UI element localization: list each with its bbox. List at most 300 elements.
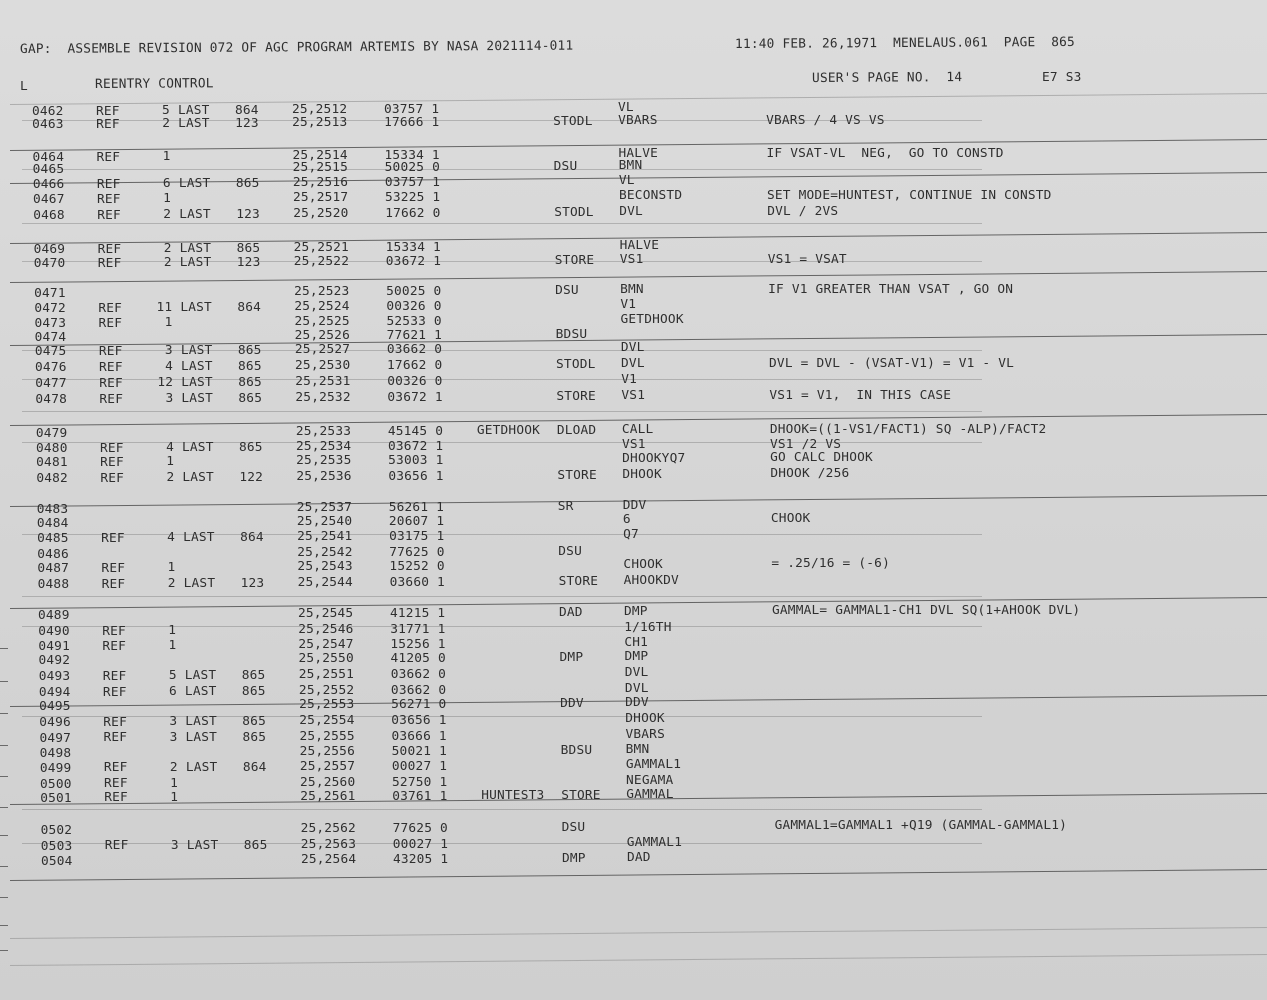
last-keyword: LAST (186, 837, 219, 853)
ruled-line (10, 954, 1267, 966)
ref-page: 123 (240, 575, 265, 591)
opcode: DDV (560, 695, 584, 711)
margin-tick (0, 745, 8, 746)
operand: VL (618, 173, 635, 189)
octal-code: 56261 1 (388, 499, 445, 515)
address: 25,2520 (293, 206, 349, 222)
margin-tick (0, 681, 8, 682)
octal-code: 77621 1 (386, 327, 442, 343)
ref-keyword: REF (96, 116, 120, 132)
opcode: STORE (554, 252, 595, 268)
users-page-number: USER'S PAGE NO. 14 (811, 70, 963, 86)
line-number: 0465 (32, 161, 65, 177)
octal-code: 00027 1 (392, 836, 449, 852)
operand: DVL (624, 665, 649, 681)
last-keyword: LAST (185, 714, 217, 729)
octal-code: 41205 0 (390, 650, 446, 666)
octal-code: 00027 1 (391, 758, 448, 774)
line-number: 0501 (40, 790, 72, 806)
address: 25,2540 (296, 514, 353, 530)
address: 25,2526 (294, 328, 350, 344)
ref-keyword: REF (102, 684, 127, 700)
last-keyword: LAST (181, 391, 214, 407)
line-number: 0493 (38, 668, 71, 684)
ref-count: 2 (169, 760, 178, 776)
page-code: E7 S3 (1042, 70, 1082, 85)
ref-keyword: REF (99, 440, 124, 456)
line-number: 0502 (40, 822, 73, 838)
address: 25,2551 (298, 667, 355, 683)
line-number: 0503 (40, 838, 73, 854)
ref-page: 865 (242, 729, 267, 745)
last-keyword: LAST (184, 684, 217, 699)
opcode: DAD (559, 604, 583, 620)
comment: = .25/16 = (-6) (771, 556, 890, 572)
ref-count: 6 (169, 684, 177, 700)
ref-keyword: REF (101, 576, 126, 592)
line-number: 0498 (39, 745, 72, 761)
last-keyword: LAST (183, 530, 215, 546)
ref-count: 4 (165, 359, 174, 375)
operand: HALVE (618, 146, 659, 162)
last-keyword: LAST (181, 359, 213, 375)
comment: DHOOK=((1-VS1/FACT1) SQ -ALP)/FACT2 (769, 421, 1047, 437)
ref-page: 865 (241, 683, 266, 699)
last-keyword: LAST (178, 116, 210, 132)
last-keyword: LAST (177, 103, 210, 119)
ref-keyword: REF (103, 714, 127, 730)
opcode: DSU (553, 158, 578, 174)
ref-page: 864 (240, 529, 264, 545)
opcode: DMP (559, 649, 584, 665)
ref-count: 1 (164, 315, 173, 331)
line-number: 0467 (33, 191, 65, 207)
octal-code: 00326 0 (387, 373, 443, 389)
ref-page: 122 (239, 469, 264, 485)
line-number: 0497 (39, 730, 72, 746)
address: 25,2521 (293, 240, 349, 256)
address: 25,2523 (294, 284, 350, 300)
ref-keyword: REF (96, 149, 121, 165)
comment: CHOOK (770, 511, 811, 527)
address: 25,2537 (296, 500, 353, 516)
ref-keyword: REF (96, 176, 121, 192)
operand: V1 (621, 372, 638, 388)
operand: DVL (619, 204, 643, 220)
octal-code: 15252 0 (389, 558, 445, 574)
ref-count: 1 (168, 638, 177, 654)
operand: Q7 (623, 527, 639, 543)
ruled-line (10, 927, 1267, 939)
ref-page: 865 (242, 713, 266, 729)
line-number: 0479 (35, 425, 68, 441)
label: HUNTEST3 (481, 788, 545, 804)
ref-keyword: REF (98, 343, 123, 359)
line-number: 0486 (37, 546, 69, 562)
ref-keyword: REF (99, 359, 123, 375)
ref-count: 3 (165, 391, 174, 407)
comment: VS1 = V1, IN THIS CASE (769, 387, 952, 403)
ref-count: 12 (157, 375, 174, 391)
ref-keyword: REF (103, 760, 128, 776)
line-number: 0487 (37, 560, 70, 576)
ref-keyword: REF (98, 300, 123, 316)
octal-code: 53225 1 (385, 189, 441, 205)
comment: IF V1 GREATER THAN VSAT , GO ON (768, 281, 1014, 297)
address: 25,2517 (293, 190, 349, 206)
opcode: STODL (554, 204, 594, 220)
address: 25,2534 (295, 439, 352, 455)
address: 25,2546 (298, 622, 354, 638)
operand: VS1 (621, 388, 646, 404)
line-number: 0466 (32, 176, 65, 192)
line-number: 0469 (33, 241, 66, 257)
opcode: DSU (555, 282, 579, 298)
line-number: 0473 (34, 315, 67, 331)
section-title: REENTRY CONTROL (94, 76, 214, 92)
octal-code: 03757 1 (384, 174, 441, 190)
line-number: 0480 (35, 440, 68, 456)
address: 25,2562 (300, 821, 356, 837)
ref-keyword: REF (99, 375, 123, 391)
ref-count: 5 (168, 668, 177, 684)
ref-page: 864 (234, 102, 259, 118)
address: 25,2533 (295, 424, 352, 440)
octal-code: 03672 1 (385, 253, 442, 269)
operand: GAMMAL1 (626, 835, 683, 851)
margin-tick (0, 776, 8, 777)
ref-page: 865 (238, 358, 262, 374)
octal-code: 03656 1 (391, 712, 447, 728)
line-number: 0490 (38, 623, 70, 639)
operand: CHOOK (623, 557, 663, 573)
ref-keyword: REF (97, 191, 121, 207)
address: 25,2554 (299, 713, 355, 729)
comment: GAMMAL1=GAMMAL1 +Q19 (GAMMAL-GAMMAL1) (774, 818, 1068, 834)
line-number: 0495 (39, 698, 71, 714)
comment: VBARS / 4 VS VS (766, 112, 885, 128)
header-title: GAP: ASSEMBLE REVISION 072 OF AGC PROGRAM ARTEMIS BY NASA 2021114-011 (19, 38, 574, 57)
ref-keyword: REF (97, 241, 122, 257)
comment: DHOOK /256 (770, 466, 850, 482)
comment: VS1 /2 VS (769, 436, 842, 452)
octal-code: 03672 1 (387, 438, 444, 454)
octal-code: 41215 1 (390, 605, 446, 621)
opcode: STORE (557, 467, 597, 483)
opcode: STODL (556, 356, 596, 372)
ref-keyword: REF (102, 668, 127, 684)
ref-page: 865 (235, 175, 260, 191)
operand: GAMMAL1 (625, 757, 682, 773)
operand: 1/16TH (624, 620, 672, 636)
comment: GAMMAL= GAMMAL1-CH1 DVL SQ(1+AHOOK DVL) (772, 603, 1081, 619)
operand: DVL (624, 681, 649, 697)
octal-code: 50025 0 (384, 159, 440, 175)
octal-code: 03175 1 (389, 528, 445, 544)
line-number: 0478 (35, 391, 68, 407)
line-number: 0492 (38, 652, 71, 668)
overprint-line (22, 596, 982, 597)
ref-count: 3 (169, 714, 178, 730)
ref-count: 1 (170, 776, 179, 792)
opcode: STORE (556, 388, 596, 404)
line-number: 0464 (32, 149, 65, 165)
line-number: 0463 (32, 116, 64, 132)
ref-count: 11 (156, 300, 173, 316)
address: 25,2544 (297, 575, 353, 591)
overprint-line (22, 223, 982, 224)
overprint-line (22, 809, 982, 810)
operand: BMN (625, 742, 650, 758)
margin-tick (0, 866, 8, 867)
address: 25,2561 (300, 789, 356, 805)
opcode: BDSU (555, 326, 588, 342)
operand: DHOOK (625, 711, 665, 727)
ref-count: 4 (166, 440, 174, 456)
operand: DMP (624, 649, 649, 665)
address: 25,2556 (299, 744, 355, 760)
ref-count: 2 (163, 207, 172, 223)
address: 25,2530 (295, 358, 351, 374)
operand: VL (617, 100, 634, 116)
line-number: 0470 (33, 255, 66, 271)
octal-code: 77625 0 (389, 544, 445, 560)
operand: V1 (620, 297, 637, 313)
overprint-line (22, 169, 982, 170)
address: 25,2564 (300, 852, 357, 868)
operand: HALVE (619, 238, 660, 254)
margin-tick (0, 807, 8, 808)
line-number: 0476 (35, 359, 67, 375)
ref-keyword: REF (100, 454, 124, 470)
opcode: DMP (561, 850, 586, 866)
ref-page: 865 (238, 390, 263, 406)
ref-count: 1 (168, 623, 177, 639)
last-keyword: LAST (179, 255, 212, 271)
octal-code: 52533 0 (386, 313, 442, 329)
ruled-line (10, 869, 1267, 881)
address: 25,2512 (291, 102, 348, 118)
octal-code: 50021 1 (391, 743, 447, 759)
octal-code: 03757 1 (383, 101, 440, 117)
last-keyword: LAST (185, 760, 218, 775)
octal-code: 03666 1 (391, 728, 447, 744)
line-number: 0481 (36, 454, 68, 470)
line-number: 0482 (36, 470, 68, 486)
operand: DVL (621, 356, 645, 372)
address: 25,2524 (294, 299, 350, 315)
line-number: 0504 (40, 853, 73, 869)
operand: VS1 (619, 252, 644, 268)
opcode: DSU (558, 543, 582, 559)
ref-keyword: REF (101, 530, 125, 546)
ref-count: 2 (166, 470, 175, 486)
ref-page: 865 (241, 667, 266, 683)
octal-code: 03662 0 (390, 682, 447, 698)
last-keyword: LAST (179, 241, 212, 257)
octal-code: 77625 0 (392, 820, 448, 836)
last-keyword: LAST (181, 440, 214, 456)
opcode: DSU (561, 819, 586, 835)
octal-code: 53003 1 (388, 452, 444, 468)
address: 25,2555 (299, 729, 355, 745)
octal-code: 52750 1 (392, 774, 448, 790)
octal-code: 31771 1 (390, 621, 446, 637)
comment: DVL / 2VS (767, 203, 839, 219)
margin-tick (0, 648, 8, 649)
operand: DMP (624, 604, 648, 620)
operand: VBARS (625, 727, 665, 743)
address: 25,2543 (297, 559, 353, 575)
ref-count: 2 (167, 576, 176, 592)
comment: DVL = DVL - (VSAT-V1) = V1 - VL (769, 355, 1015, 371)
operand: DDV (622, 498, 647, 514)
address: 25,2557 (299, 759, 356, 775)
address: 25,2545 (298, 606, 354, 622)
opcode: BDSU (560, 742, 593, 758)
operand: BMN (620, 282, 644, 298)
line-number: 0499 (39, 760, 72, 776)
octal-code: 45145 0 (387, 423, 444, 439)
address: 25,2560 (300, 775, 356, 791)
ref-count: 1 (167, 560, 176, 576)
opcode: STORE (558, 573, 599, 589)
line-number: 0489 (38, 607, 70, 623)
ref-page: 865 (243, 837, 268, 853)
address: 25,2515 (292, 160, 348, 176)
address: 25,2516 (292, 175, 349, 191)
line-number: 0474 (34, 329, 67, 345)
octal-code: 56271 0 (391, 696, 447, 712)
line-number: 0500 (40, 776, 72, 792)
last-keyword: LAST (182, 470, 214, 486)
opcode: SR (557, 498, 574, 514)
ref-keyword: REF (104, 790, 128, 806)
ref-page: 123 (236, 206, 260, 222)
operand: GAMMAL (626, 787, 674, 803)
ref-page: 864 (242, 759, 267, 775)
address: 25,2535 (296, 453, 352, 469)
ref-keyword: REF (101, 560, 126, 576)
ref-page: 864 (237, 299, 262, 315)
ref-page: 123 (236, 254, 261, 270)
octal-code: 17666 1 (384, 114, 440, 130)
overprint-line (22, 411, 982, 412)
octal-code: 03662 0 (386, 341, 443, 357)
ref-keyword: REF (102, 623, 126, 639)
header-time: 11:40 FEB. 26,1971 MENELAUS.061 PAGE 865 (734, 34, 1075, 52)
octal-code: 03672 1 (387, 389, 443, 405)
octal-code: 17662 0 (385, 205, 441, 221)
ref-count: 2 (163, 255, 172, 271)
line-number: 0475 (34, 343, 67, 359)
address: 25,2525 (294, 314, 350, 330)
operand: DDV (625, 695, 649, 711)
opcode: STORE (561, 787, 601, 803)
ref-count: 3 (169, 730, 178, 746)
ref-keyword: REF (100, 470, 125, 486)
octal-code: 00326 0 (386, 298, 442, 314)
operand: DAD (626, 850, 651, 866)
comment: GO CALC DHOOK (770, 450, 873, 466)
operand: BMN (618, 158, 643, 174)
comment: VS1 = VSAT (767, 251, 847, 267)
ref-keyword: REF (103, 730, 128, 746)
ref-keyword: REF (104, 838, 129, 854)
ref-count: 1 (163, 191, 171, 207)
line-number: 0471 (34, 285, 66, 301)
line-number: 0483 (36, 501, 69, 517)
ref-keyword: REF (104, 776, 128, 792)
address: 25,2536 (296, 469, 352, 485)
ref-count: 2 (163, 241, 172, 257)
margin-tick (0, 897, 8, 898)
ref-keyword: REF (102, 638, 127, 654)
address: 25,2514 (292, 148, 348, 164)
label: GETDHOOK (476, 423, 541, 439)
octal-code: 15256 1 (390, 636, 446, 652)
line-number: 0462 (31, 103, 64, 119)
ref-page: 123 (235, 115, 259, 131)
octal-code: 03660 1 (389, 574, 445, 590)
ruled-line (10, 271, 1267, 283)
octal-code: 15334 1 (385, 239, 441, 255)
line-number: 0496 (39, 714, 71, 730)
last-keyword: LAST (179, 207, 211, 223)
ref-page: 865 (238, 439, 263, 455)
ref-count: 6 (162, 176, 171, 192)
ref-keyword: REF (95, 103, 120, 119)
address: 25,2527 (294, 342, 351, 358)
address: 25,2531 (295, 374, 351, 390)
address: 25,2522 (293, 254, 350, 270)
address: 25,2547 (298, 637, 354, 653)
ref-count: 5 (162, 103, 170, 119)
address: 25,2552 (298, 683, 355, 699)
margin-tick (0, 950, 8, 951)
comment: SET MODE=HUNTEST, CONTINUE IN CONSTD (767, 187, 1052, 203)
ref-keyword: REF (99, 391, 124, 407)
ref-count: 1 (162, 149, 171, 165)
last-keyword: LAST (180, 343, 213, 359)
line-number: 0484 (36, 515, 69, 531)
line-number: 0477 (35, 375, 67, 391)
margin-tick (0, 925, 8, 926)
ref-keyword: REF (98, 315, 123, 331)
ref-keyword: REF (97, 207, 121, 223)
line-number: 0488 (37, 576, 70, 592)
address: 25,2532 (295, 390, 351, 406)
octal-code: 20607 1 (388, 513, 445, 529)
ref-count: 3 (164, 343, 173, 359)
ref-keyword: REF (97, 255, 122, 271)
operand: AHOOKDV (623, 573, 679, 589)
address: 25,2513 (292, 115, 348, 131)
last-keyword: LAST (185, 730, 218, 745)
operand: VBARS (618, 113, 658, 129)
address: 25,2541 (297, 529, 353, 545)
opcode: DLOAD (556, 422, 597, 438)
ref-page: 865 (238, 374, 262, 390)
address: 25,2553 (299, 697, 355, 713)
operand: VS1 (621, 437, 646, 453)
ref-page: 865 (236, 240, 261, 256)
address: 25,2563 (300, 837, 357, 853)
operand: DHOOK (622, 467, 662, 483)
section-mark: L (20, 79, 28, 94)
line-number: 0472 (34, 300, 66, 316)
operand: BECONSTD (619, 188, 683, 204)
